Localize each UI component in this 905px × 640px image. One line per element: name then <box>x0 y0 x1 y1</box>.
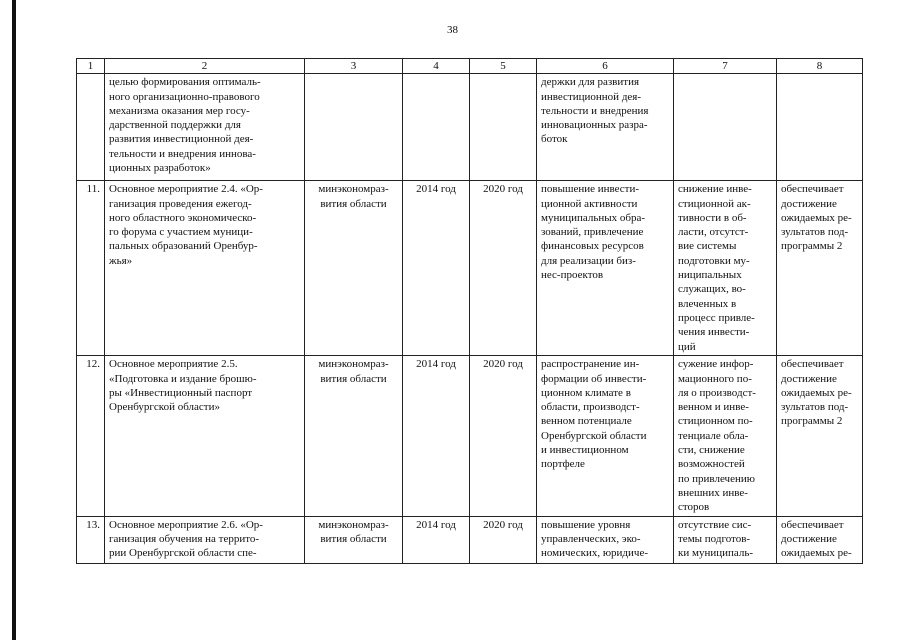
table-row <box>77 516 863 563</box>
row-number-text: 11. <box>86 183 100 196</box>
measure-description <box>105 181 305 356</box>
table-row <box>77 181 863 356</box>
relation-to-indicators-text: обеспечивает достижение ожидаемых ре- зультатов под- программы 2 <box>781 358 852 428</box>
page-number: 38 <box>447 24 458 36</box>
column-header: 1 <box>77 59 105 74</box>
start-year <box>403 356 470 516</box>
measure-description-text: Основное мероприятие 2.6. «Ор- ганизация обучения на террито- рии Оренбургской области спе- <box>109 518 263 560</box>
non-implementation-consequences <box>674 356 777 516</box>
column-header: 2 <box>105 59 305 74</box>
table-row <box>77 356 863 516</box>
scan-left-border <box>12 0 16 640</box>
column-header: 6 <box>537 59 674 74</box>
responsible-executor <box>305 181 403 356</box>
responsible-executor-text: минэкономраз- вития области <box>318 183 389 210</box>
relation-to-indicators-text: обеспечивает достижение ожидаемых ре- <box>781 518 852 560</box>
row-number-text: 12. <box>86 358 100 371</box>
end-year-text: 2020 год <box>483 518 523 531</box>
end-year <box>470 356 537 516</box>
measure-description <box>105 74 305 181</box>
row-number-text: 13. <box>86 518 100 531</box>
start-year <box>403 181 470 356</box>
responsible-executor <box>305 516 403 563</box>
measures-table <box>76 58 863 564</box>
row-number <box>77 74 105 181</box>
non-implementation-consequences <box>674 516 777 563</box>
relation-to-indicators <box>777 356 863 516</box>
end-year-text: 2020 год <box>483 358 523 371</box>
non-implementation-consequences-text: сужение инфор- мационного по- ля о производст- венном и инве- стиционном по- тенциале обла- сти, снижение возможностей по привлечению внешних инве- сторов <box>678 358 756 514</box>
row-number <box>77 516 105 563</box>
measure-description <box>105 356 305 516</box>
column-header: 3 <box>305 59 403 74</box>
responsible-executor <box>305 74 403 181</box>
expected-result-text: распространение ин- формации об инвести- ционном климате в области, производст- венном потенциале Оренбургской области и инвестиционном портфеле <box>541 358 647 471</box>
responsible-executor-text: минэкономраз- вития области <box>318 358 389 385</box>
start-year <box>403 516 470 563</box>
non-implementation-consequences <box>674 74 777 181</box>
column-header: 8 <box>777 59 863 74</box>
end-year-text: 2020 год <box>483 183 523 196</box>
start-year-text: 2014 год <box>416 358 456 371</box>
relation-to-indicators <box>777 74 863 181</box>
non-implementation-consequences-text: снижение инве- стиционной ак- тивности в об- ласти, отсутст- вие системы подготовки му- ниципальных служащих, во- влеченных в процесс привле- чения инвести- ций <box>678 183 755 353</box>
relation-to-indicators-text: обеспечивает достижение ожидаемых ре- зультатов под- программы 2 <box>781 183 852 253</box>
table-row <box>77 74 863 181</box>
expected-result-text: повышение уровня управленческих, эко- номических, юридиче- <box>541 518 648 560</box>
column-header: 5 <box>470 59 537 74</box>
relation-to-indicators <box>777 181 863 356</box>
non-implementation-consequences <box>674 181 777 356</box>
start-year <box>403 74 470 181</box>
table-body <box>77 74 863 563</box>
expected-result <box>537 74 674 181</box>
row-number <box>77 181 105 356</box>
expected-result <box>537 181 674 356</box>
measure-description-text: целью формирования оптималь- ного организационно-правового механизма оказания мер госу- дарственной поддержки для развития инвестиционной дея- тельности и внедрения иннова- ционных разработок» <box>109 76 261 175</box>
expected-result <box>537 356 674 516</box>
expected-result-text: повышение инвести- ционной активности муниципальных обра- зований, привлечение финансовых ресурсов для реализации биз- нес-проектов <box>541 183 646 282</box>
responsible-executor <box>305 356 403 516</box>
column-header: 7 <box>674 59 777 74</box>
start-year-text: 2014 год <box>416 518 456 531</box>
start-year-text: 2014 год <box>416 183 456 196</box>
row-number <box>77 356 105 516</box>
column-header: 4 <box>403 59 470 74</box>
non-implementation-consequences-text: отсутствие сис- темы подготов- ки муниципаль- <box>678 518 754 560</box>
measure-description-text: Основное мероприятие 2.5. «Подготовка и издание брошю- ры «Инвестиционный паспорт Оренбургской области» <box>109 358 257 414</box>
end-year <box>470 74 537 181</box>
end-year <box>470 181 537 356</box>
measure-description-text: Основное мероприятие 2.4. «Ор- ганизация проведения ежегод- ного областного экономическо- го форума с участием муници- пальных образований Оренбур- жья» <box>109 183 263 267</box>
column-number-row <box>77 59 863 74</box>
responsible-executor-text: минэкономраз- вития области <box>318 518 389 545</box>
expected-result <box>537 516 674 563</box>
measure-description <box>105 516 305 563</box>
relation-to-indicators <box>777 516 863 563</box>
expected-result-text: держки для развития инвестиционной дея- тельности и внедрения инновационных разра- боток <box>541 76 649 146</box>
end-year <box>470 516 537 563</box>
